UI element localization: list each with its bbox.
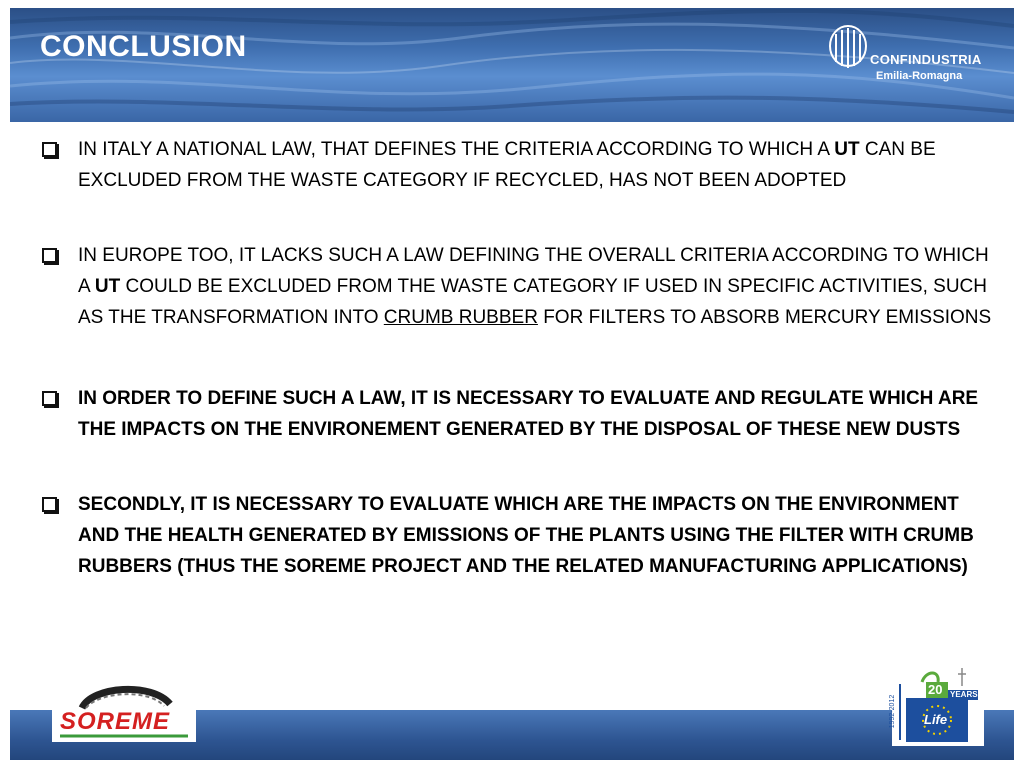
life-years-label: YEARS: [950, 690, 978, 699]
bullet-text: CAN BE EXCLUDED FROM THE WASTE CATEGORY IF RECYCLED, HAS NOT BEEN ADOPTED: [78, 139, 936, 191]
bullet-text: IN ORDER TO DEFINE SUCH A LAW, IT IS NECESSARY TO EVALUATE AND REGULATE WHICH ARE THE IMPACTS ON THE ENVIRONEMENT GENERATED BY THE DISPOSAL OF THESE NEW DUSTS: [78, 388, 979, 440]
bullet-item: [38, 383, 998, 445]
confindustria-name: CONFINDUSTRIA: [870, 52, 982, 67]
bullet-text: IN ITALY A NATIONAL LAW, THAT DEFINES THE CRITERIA ACCORDING TO WHICH A: [78, 139, 835, 160]
life-word: Life: [924, 712, 948, 727]
bullet-text: SECONDLY, IT IS NECESSARY TO EVALUATE WHICH ARE THE IMPACTS ON THE ENVIRONMENT AND THE HEALTH GENERATED BY EMISSIONS OF THE PLANTS USING THE FILTER WITH CRUMB RUBBERS (THUS THE SOREME PROJECT AND THE RELATED MANUFACTURING APPLICATIONS): [78, 494, 974, 577]
bullet-list: [38, 134, 998, 582]
header-banner: [10, 8, 1014, 122]
checkbox-bullet-icon: [42, 497, 57, 512]
life-dates: 1992-2012: [889, 694, 897, 729]
bullet-text: COULD BE EXCLUDED FROM THE WASTE CATEGORY IF USED IN SPECIFIC ACTIVITIES, SUCH AS THE TRANSFORMATION INTO: [78, 276, 987, 328]
slide-title: CONCLUSION: [40, 30, 247, 63]
bullet-item: [38, 489, 998, 582]
soreme-logo: [52, 678, 196, 742]
checkbox-bullet-icon: [42, 248, 57, 263]
ut-term: UT: [94, 276, 121, 297]
bullet-text: FOR FILTERS TO ABSORB MERCURY EMISSIONS: [537, 307, 992, 328]
ut-term: UT: [834, 139, 860, 160]
bullet-text: IN EUROPE TOO, IT LACKS SUCH A LAW DEFINING THE OVERALL CRITERIA ACCORDING TO WHICH A: [78, 245, 989, 297]
crumb-rubber-term: CRUMB RUBBER: [383, 307, 538, 328]
soreme-wordmark: SOREME: [60, 708, 171, 735]
confindustria-emblem-icon: [826, 22, 870, 72]
bullet-item: [38, 240, 998, 333]
confindustria-logo: [826, 18, 996, 88]
life-emblem-icon: [892, 664, 984, 746]
life-program-logo: [889, 664, 984, 746]
life-20-label: 20: [928, 682, 943, 697]
checkbox-bullet-icon: [42, 142, 57, 157]
bullet-item: [38, 134, 998, 196]
confindustria-region: Emilia-Romagna: [876, 70, 963, 82]
checkbox-bullet-icon: [42, 391, 57, 406]
